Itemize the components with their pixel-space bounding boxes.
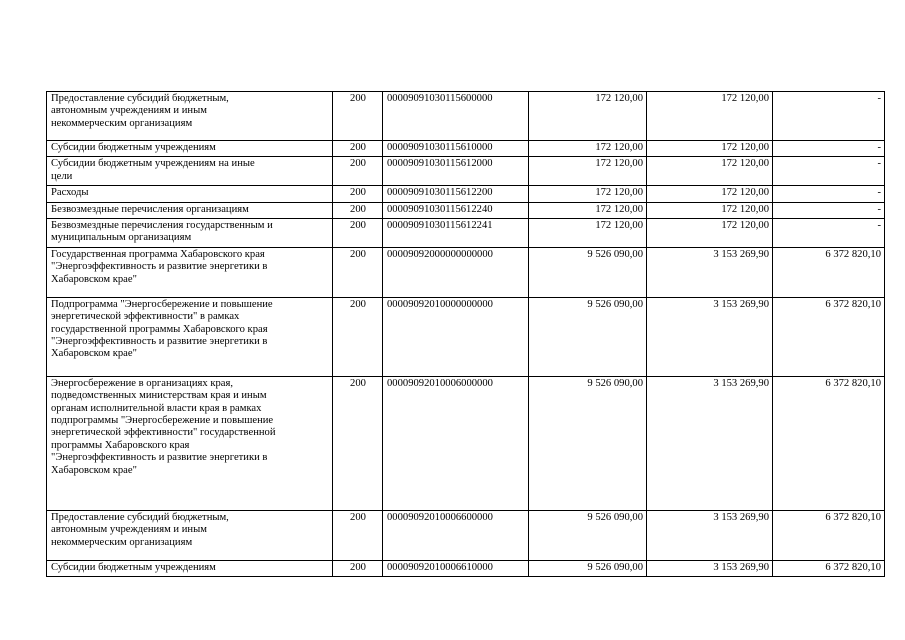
cell-name: Безвозмездные перечисления государственным и муниципальным организациям xyxy=(47,219,333,248)
cell-budget-code: 00009091030115612200 xyxy=(383,186,529,202)
cell-name: Субсидии бюджетным учреждениям xyxy=(47,560,333,576)
cell-name: Государственная программа Хабаровского края "Энергоэффективность и развитие энергетики в Хабаровском крае" xyxy=(47,247,333,297)
cell-name: Подпрограмма "Энергосбережение и повышение энергетической эффективности" в рамках государственной программы Хабаровского края "Энергоэффективность и развитие энергетики в Хабаровском крае" xyxy=(47,297,333,376)
cell-approved: 172 120,00 xyxy=(529,157,647,186)
cell-approved: 9 526 090,00 xyxy=(529,560,647,576)
cell-line-code: 200 xyxy=(333,141,383,157)
cell-executed: 3 153 269,90 xyxy=(647,297,773,376)
cell-line-code: 200 xyxy=(333,202,383,218)
cell-approved: 172 120,00 xyxy=(529,219,647,248)
cell-name: Безвозмездные перечисления организациям xyxy=(47,202,333,218)
table-row xyxy=(47,510,885,560)
table-row xyxy=(47,376,885,510)
budget-table xyxy=(46,91,885,577)
cell-line-code: 200 xyxy=(333,92,383,141)
table-row xyxy=(47,247,885,297)
table-row xyxy=(47,560,885,576)
cell-line-code: 200 xyxy=(333,186,383,202)
cell-unexecuted: - xyxy=(773,157,885,186)
table-row xyxy=(47,186,885,202)
cell-approved: 172 120,00 xyxy=(529,186,647,202)
cell-executed: 3 153 269,90 xyxy=(647,510,773,560)
cell-unexecuted: 6 372 820,10 xyxy=(773,510,885,560)
cell-line-code: 200 xyxy=(333,247,383,297)
cell-budget-code: 00009091030115600000 xyxy=(383,92,529,141)
cell-approved: 9 526 090,00 xyxy=(529,247,647,297)
cell-unexecuted: 6 372 820,10 xyxy=(773,560,885,576)
cell-executed: 172 120,00 xyxy=(647,157,773,186)
table-row xyxy=(47,157,885,186)
cell-approved: 172 120,00 xyxy=(529,202,647,218)
cell-unexecuted: 6 372 820,10 xyxy=(773,376,885,510)
table-row xyxy=(47,141,885,157)
cell-budget-code: 00009091030115612240 xyxy=(383,202,529,218)
cell-line-code: 200 xyxy=(333,297,383,376)
cell-unexecuted: 6 372 820,10 xyxy=(773,247,885,297)
cell-budget-code: 00009091030115610000 xyxy=(383,141,529,157)
cell-executed: 3 153 269,90 xyxy=(647,247,773,297)
cell-approved: 9 526 090,00 xyxy=(529,510,647,560)
budget-table-body xyxy=(47,92,885,577)
cell-executed: 172 120,00 xyxy=(647,202,773,218)
cell-executed: 172 120,00 xyxy=(647,92,773,141)
cell-approved: 172 120,00 xyxy=(529,141,647,157)
cell-unexecuted: - xyxy=(773,219,885,248)
cell-budget-code: 00009092010000000000 xyxy=(383,297,529,376)
cell-name: Субсидии бюджетным учреждениям на иные цели xyxy=(47,157,333,186)
cell-executed: 172 120,00 xyxy=(647,141,773,157)
table-row xyxy=(47,297,885,376)
table-row xyxy=(47,92,885,141)
cell-line-code: 200 xyxy=(333,560,383,576)
cell-budget-code: 00009092010006600000 xyxy=(383,510,529,560)
cell-unexecuted: 6 372 820,10 xyxy=(773,297,885,376)
cell-budget-code: 00009092010006000000 xyxy=(383,376,529,510)
cell-approved: 9 526 090,00 xyxy=(529,376,647,510)
cell-budget-code: 00009092010006610000 xyxy=(383,560,529,576)
cell-name: Предоставление субсидий бюджетным, автономным учреждениям и иным некоммерческим организациям xyxy=(47,92,333,141)
cell-budget-code: 00009092000000000000 xyxy=(383,247,529,297)
cell-line-code: 200 xyxy=(333,510,383,560)
cell-line-code: 200 xyxy=(333,219,383,248)
table-row xyxy=(47,219,885,248)
cell-budget-code: 00009091030115612000 xyxy=(383,157,529,186)
cell-executed: 3 153 269,90 xyxy=(647,376,773,510)
cell-budget-code: 00009091030115612241 xyxy=(383,219,529,248)
cell-name: Энергосбережение в организациях края, подведомственных министерствам края и иным органам исполнительной власти края в рамках подпрограммы "Энергосбережение и повышение энергетической эффективности" государственной программы Хабаровского края "Энергоэффективность и развитие энергетики в Хабаровском крае" xyxy=(47,376,333,510)
cell-unexecuted: - xyxy=(773,186,885,202)
cell-executed: 172 120,00 xyxy=(647,186,773,202)
cell-executed: 172 120,00 xyxy=(647,219,773,248)
cell-name: Субсидии бюджетным учреждениям xyxy=(47,141,333,157)
table-row xyxy=(47,202,885,218)
cell-unexecuted: - xyxy=(773,92,885,141)
cell-approved: 172 120,00 xyxy=(529,92,647,141)
cell-unexecuted: - xyxy=(773,202,885,218)
cell-name: Расходы xyxy=(47,186,333,202)
cell-line-code: 200 xyxy=(333,376,383,510)
cell-line-code: 200 xyxy=(333,157,383,186)
cell-unexecuted: - xyxy=(773,141,885,157)
cell-approved: 9 526 090,00 xyxy=(529,297,647,376)
cell-executed: 3 153 269,90 xyxy=(647,560,773,576)
cell-name: Предоставление субсидий бюджетным, автономным учреждениям и иным некоммерческим организациям xyxy=(47,510,333,560)
